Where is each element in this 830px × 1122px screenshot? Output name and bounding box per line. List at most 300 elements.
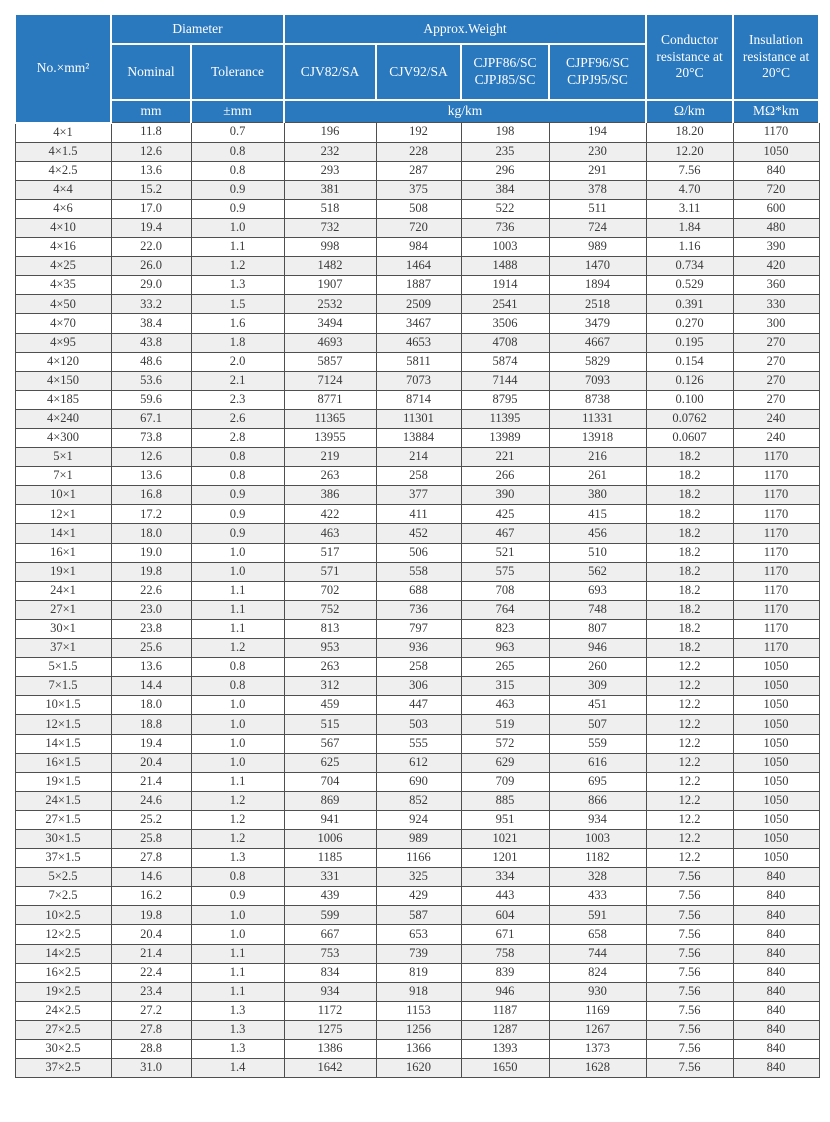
cell: 22.4 — [111, 963, 191, 982]
table-row — [15, 868, 819, 887]
cell: 0.8 — [191, 448, 284, 467]
cell: 724 — [549, 218, 646, 237]
cell: 1386 — [284, 1040, 376, 1059]
cell: 1050 — [733, 142, 819, 161]
cell: 807 — [549, 619, 646, 638]
cell: 1170 — [733, 524, 819, 543]
cell: 4×70 — [15, 314, 111, 333]
cell: 4×25 — [15, 257, 111, 276]
cell: 1153 — [376, 1001, 461, 1020]
cell: 219 — [284, 448, 376, 467]
table-row — [15, 180, 819, 199]
cell: 518 — [284, 199, 376, 218]
cell: 739 — [376, 944, 461, 963]
cell: 1050 — [733, 753, 819, 772]
cell: 600 — [733, 199, 819, 218]
cell: 1.0 — [191, 753, 284, 772]
cell: 653 — [376, 925, 461, 944]
header-insulation-resistance: Insulation resistance at 20°C — [733, 14, 819, 100]
cell: 4×4 — [15, 180, 111, 199]
cell: 19.8 — [111, 906, 191, 925]
cell: 12.2 — [646, 715, 733, 734]
cell: 1172 — [284, 1001, 376, 1020]
cell: 1003 — [461, 238, 549, 257]
cell: 667 — [284, 925, 376, 944]
cell: 480 — [733, 218, 819, 237]
table-row — [15, 371, 819, 390]
cell: 14.4 — [111, 677, 191, 696]
cell: 53.6 — [111, 371, 191, 390]
cell: 380 — [549, 486, 646, 505]
cell: 736 — [376, 600, 461, 619]
cell: 1170 — [733, 639, 819, 658]
cell: 0.195 — [646, 333, 733, 352]
cell: 270 — [733, 371, 819, 390]
cell: 720 — [733, 180, 819, 199]
cell: 0.8 — [191, 868, 284, 887]
cell: 18.2 — [646, 486, 733, 505]
cell: 12.2 — [646, 829, 733, 848]
cell: 15.2 — [111, 180, 191, 199]
cell: 748 — [549, 600, 646, 619]
cell: 1373 — [549, 1040, 646, 1059]
table-row — [15, 142, 819, 161]
cell: 989 — [376, 829, 461, 848]
cell: 1.2 — [191, 257, 284, 276]
cell: 360 — [733, 276, 819, 295]
cell: 1.1 — [191, 963, 284, 982]
cell: 27.8 — [111, 1020, 191, 1039]
cell: 3479 — [549, 314, 646, 333]
cell: 0.8 — [191, 161, 284, 180]
header-cjv82: CJV82/SA — [284, 44, 376, 100]
cell: 263 — [284, 658, 376, 677]
cell: 422 — [284, 505, 376, 524]
cell: 29.0 — [111, 276, 191, 295]
cell: 5811 — [376, 352, 461, 371]
cell: 31.0 — [111, 1059, 191, 1078]
cell: 330 — [733, 295, 819, 314]
cell: 1170 — [733, 562, 819, 581]
cell: 18.2 — [646, 562, 733, 581]
table-row — [15, 1059, 819, 1078]
cell: 8795 — [461, 390, 549, 409]
cell: 24×2.5 — [15, 1001, 111, 1020]
cell: 8714 — [376, 390, 461, 409]
cell: 885 — [461, 791, 549, 810]
cell: 1170 — [733, 123, 819, 143]
cell: 511 — [549, 199, 646, 218]
cell: 503 — [376, 715, 461, 734]
cell: 260 — [549, 658, 646, 677]
cell: 328 — [549, 868, 646, 887]
cell: 562 — [549, 562, 646, 581]
table-row — [15, 715, 819, 734]
cell: 1482 — [284, 257, 376, 276]
cell: 38.4 — [111, 314, 191, 333]
cell: 48.6 — [111, 352, 191, 371]
cell: 1.2 — [191, 791, 284, 810]
cell: 258 — [376, 658, 461, 677]
cell: 13918 — [549, 429, 646, 448]
cell: 5×2.5 — [15, 868, 111, 887]
cell: 1.5 — [191, 295, 284, 314]
cell: 19×2.5 — [15, 982, 111, 1001]
cell: 1.1 — [191, 581, 284, 600]
cell: 30×2.5 — [15, 1040, 111, 1059]
table-row — [15, 658, 819, 677]
cell: 7×1.5 — [15, 677, 111, 696]
cell: 18.2 — [646, 448, 733, 467]
cell: 2509 — [376, 295, 461, 314]
cell: 736 — [461, 218, 549, 237]
cell: 27.8 — [111, 849, 191, 868]
cell: 612 — [376, 753, 461, 772]
cell: 1.0 — [191, 696, 284, 715]
cell: 0.0607 — [646, 429, 733, 448]
cell: 306 — [376, 677, 461, 696]
cell: 1366 — [376, 1040, 461, 1059]
cell: 1050 — [733, 677, 819, 696]
table-row — [15, 352, 819, 371]
cell: 936 — [376, 639, 461, 658]
cell: 384 — [461, 180, 549, 199]
cell: 411 — [376, 505, 461, 524]
table-row — [15, 543, 819, 562]
cell: 1166 — [376, 849, 461, 868]
cell: 30×1 — [15, 619, 111, 638]
cell: 23.8 — [111, 619, 191, 638]
cell: 13.6 — [111, 658, 191, 677]
cell: 1.0 — [191, 562, 284, 581]
cell: 459 — [284, 696, 376, 715]
table-row — [15, 1040, 819, 1059]
cell: 1182 — [549, 849, 646, 868]
cell: 834 — [284, 963, 376, 982]
cell: 3506 — [461, 314, 549, 333]
cell: 840 — [733, 982, 819, 1001]
cell: 671 — [461, 925, 549, 944]
cell: 625 — [284, 753, 376, 772]
cell: 0.391 — [646, 295, 733, 314]
cell: 819 — [376, 963, 461, 982]
cell: 18.2 — [646, 524, 733, 543]
cell: 325 — [376, 868, 461, 887]
cell: 963 — [461, 639, 549, 658]
cell: 27×1 — [15, 600, 111, 619]
cell: 27×2.5 — [15, 1020, 111, 1039]
cell: 3.11 — [646, 199, 733, 218]
table-row — [15, 276, 819, 295]
table-row — [15, 314, 819, 333]
cell: 192 — [376, 123, 461, 143]
cell: 37×1.5 — [15, 849, 111, 868]
cell: 18.0 — [111, 696, 191, 715]
cell: 989 — [549, 238, 646, 257]
cell: 558 — [376, 562, 461, 581]
table-row — [15, 448, 819, 467]
cell: 18.2 — [646, 505, 733, 524]
cell: 1.3 — [191, 1040, 284, 1059]
cell: 24.6 — [111, 791, 191, 810]
cell: 2518 — [549, 295, 646, 314]
cell: 695 — [549, 772, 646, 791]
cell: 840 — [733, 887, 819, 906]
cell: 7.56 — [646, 868, 733, 887]
cell: 1170 — [733, 619, 819, 638]
cell: 7.56 — [646, 1059, 733, 1078]
cell: 591 — [549, 906, 646, 925]
cell: 270 — [733, 390, 819, 409]
cell: 24×1 — [15, 581, 111, 600]
cell: 2.8 — [191, 429, 284, 448]
cell: 18.2 — [646, 581, 733, 600]
table-row — [15, 524, 819, 543]
cell: 0.9 — [191, 524, 284, 543]
cell: 7.56 — [646, 944, 733, 963]
cell: 463 — [284, 524, 376, 543]
table-row — [15, 791, 819, 810]
cell: 764 — [461, 600, 549, 619]
cell: 4×95 — [15, 333, 111, 352]
cell: 14×1 — [15, 524, 111, 543]
cell: 18.0 — [111, 524, 191, 543]
cell: 43.8 — [111, 333, 191, 352]
cell: 23.0 — [111, 600, 191, 619]
cell: 1.84 — [646, 218, 733, 237]
table-row — [15, 619, 819, 638]
cell: 7.56 — [646, 1020, 733, 1039]
cell: 265 — [461, 658, 549, 677]
cell: 21.4 — [111, 772, 191, 791]
cell: 1170 — [733, 467, 819, 486]
table-row — [15, 696, 819, 715]
cell: 0.9 — [191, 505, 284, 524]
cell: 934 — [549, 810, 646, 829]
cell: 840 — [733, 1040, 819, 1059]
cell: 1.1 — [191, 600, 284, 619]
cell: 0.100 — [646, 390, 733, 409]
cell: 467 — [461, 524, 549, 543]
cell: 708 — [461, 581, 549, 600]
cell: 7.56 — [646, 887, 733, 906]
unit-tolerance-mm: ±mm — [191, 100, 284, 123]
cell: 7.56 — [646, 925, 733, 944]
cell: 16.2 — [111, 887, 191, 906]
table-row — [15, 333, 819, 352]
cell: 7.56 — [646, 1040, 733, 1059]
cell: 4×50 — [15, 295, 111, 314]
cell: 0.8 — [191, 677, 284, 696]
cell: 8771 — [284, 390, 376, 409]
cell: 1.1 — [191, 944, 284, 963]
cell: 604 — [461, 906, 549, 925]
cell: 4×185 — [15, 390, 111, 409]
cell: 732 — [284, 218, 376, 237]
header-tolerance: Tolerance — [191, 44, 284, 100]
cell: 1642 — [284, 1059, 376, 1078]
cell: 12×1 — [15, 505, 111, 524]
table-row — [15, 849, 819, 868]
cell: 616 — [549, 753, 646, 772]
cell: 840 — [733, 944, 819, 963]
cell: 4×1 — [15, 123, 111, 143]
cell: 334 — [461, 868, 549, 887]
cell: 67.1 — [111, 409, 191, 428]
cell: 1287 — [461, 1020, 549, 1039]
cell: 852 — [376, 791, 461, 810]
cell: 1.1 — [191, 619, 284, 638]
cell: 214 — [376, 448, 461, 467]
cell: 17.0 — [111, 199, 191, 218]
cell: 984 — [376, 238, 461, 257]
cell: 12.6 — [111, 142, 191, 161]
cell: 1050 — [733, 810, 819, 829]
cell: 1488 — [461, 257, 549, 276]
cell: 1170 — [733, 600, 819, 619]
cell: 27.2 — [111, 1001, 191, 1020]
cell: 0.0762 — [646, 409, 733, 428]
cell: 4×240 — [15, 409, 111, 428]
cell: 196 — [284, 123, 376, 143]
cell: 5857 — [284, 352, 376, 371]
cell: 12×1.5 — [15, 715, 111, 734]
cell: 1393 — [461, 1040, 549, 1059]
cell: 519 — [461, 715, 549, 734]
cell: 1620 — [376, 1059, 461, 1078]
cell: 12.2 — [646, 753, 733, 772]
table-body — [15, 123, 819, 1078]
cell: 20.4 — [111, 753, 191, 772]
cell: 11395 — [461, 409, 549, 428]
cell: 866 — [549, 791, 646, 810]
cell: 270 — [733, 352, 819, 371]
cell: 463 — [461, 696, 549, 715]
cell: 12.20 — [646, 142, 733, 161]
cell: 0.529 — [646, 276, 733, 295]
cell: 1.1 — [191, 982, 284, 1001]
cell: 567 — [284, 734, 376, 753]
cell: 506 — [376, 543, 461, 562]
cell: 1.16 — [646, 238, 733, 257]
cell: 4×2.5 — [15, 161, 111, 180]
cell: 1050 — [733, 715, 819, 734]
cell: 1.0 — [191, 715, 284, 734]
cell: 27×1.5 — [15, 810, 111, 829]
cell: 0.126 — [646, 371, 733, 390]
cell: 658 — [549, 925, 646, 944]
cell: 1050 — [733, 849, 819, 868]
cell: 5×1 — [15, 448, 111, 467]
cell: 1.0 — [191, 906, 284, 925]
cell: 840 — [733, 1001, 819, 1020]
table-row — [15, 161, 819, 180]
header-cjpf96 — [549, 44, 646, 100]
cell: 709 — [461, 772, 549, 791]
cell: 7.56 — [646, 963, 733, 982]
header-cjpf86 — [461, 44, 549, 100]
table-row — [15, 677, 819, 696]
cell: 270 — [733, 333, 819, 352]
cell: 25.6 — [111, 639, 191, 658]
cell: 840 — [733, 161, 819, 180]
cell: 390 — [733, 238, 819, 257]
cell: 386 — [284, 486, 376, 505]
cell: 73.8 — [111, 429, 191, 448]
table-row — [15, 505, 819, 524]
cell: 194 — [549, 123, 646, 143]
cell: 1628 — [549, 1059, 646, 1078]
cell: 216 — [549, 448, 646, 467]
cell: 0.734 — [646, 257, 733, 276]
cell: 8738 — [549, 390, 646, 409]
cell: 1050 — [733, 829, 819, 848]
cell: 263 — [284, 467, 376, 486]
table-row — [15, 810, 819, 829]
cell: 266 — [461, 467, 549, 486]
cell: 315 — [461, 677, 549, 696]
cell: 18.2 — [646, 600, 733, 619]
cell: 758 — [461, 944, 549, 963]
cell: 4×6 — [15, 199, 111, 218]
cell: 0.8 — [191, 467, 284, 486]
cell: 1169 — [549, 1001, 646, 1020]
cell: 1.0 — [191, 734, 284, 753]
cell: 1.0 — [191, 925, 284, 944]
cell: 18.2 — [646, 543, 733, 562]
cell: 12.2 — [646, 810, 733, 829]
cell: 331 — [284, 868, 376, 887]
cell: 16×2.5 — [15, 963, 111, 982]
table-row — [15, 218, 819, 237]
cell: 575 — [461, 562, 549, 581]
cell: 240 — [733, 429, 819, 448]
cell: 25.8 — [111, 829, 191, 848]
cell: 37×2.5 — [15, 1059, 111, 1078]
cell: 587 — [376, 906, 461, 925]
cell: 555 — [376, 734, 461, 753]
cell: 1.1 — [191, 772, 284, 791]
cell: 7144 — [461, 371, 549, 390]
unit-kg-km: kg/km — [284, 100, 646, 123]
cell: 0.9 — [191, 199, 284, 218]
header-no-mm2: No.×mm² — [15, 14, 111, 123]
cell: 1050 — [733, 658, 819, 677]
cell: 1907 — [284, 276, 376, 295]
cell: 12.2 — [646, 677, 733, 696]
cell: 25.2 — [111, 810, 191, 829]
cell: 11.8 — [111, 123, 191, 143]
cell: 293 — [284, 161, 376, 180]
cell: 18.2 — [646, 467, 733, 486]
cell: 840 — [733, 1020, 819, 1039]
cell: 7.56 — [646, 982, 733, 1001]
cell: 13955 — [284, 429, 376, 448]
cell: 390 — [461, 486, 549, 505]
cell: 30×1.5 — [15, 829, 111, 848]
cell: 12.2 — [646, 696, 733, 715]
cell: 13.6 — [111, 161, 191, 180]
cell: 934 — [284, 982, 376, 1001]
cell: 2541 — [461, 295, 549, 314]
cell: 2.0 — [191, 352, 284, 371]
header-group-approx-weight: Approx.Weight — [284, 14, 646, 44]
cell: 23.4 — [111, 982, 191, 1001]
unit-mm: mm — [111, 100, 191, 123]
cell: 813 — [284, 619, 376, 638]
cell: 296 — [461, 161, 549, 180]
cell: 309 — [549, 677, 646, 696]
